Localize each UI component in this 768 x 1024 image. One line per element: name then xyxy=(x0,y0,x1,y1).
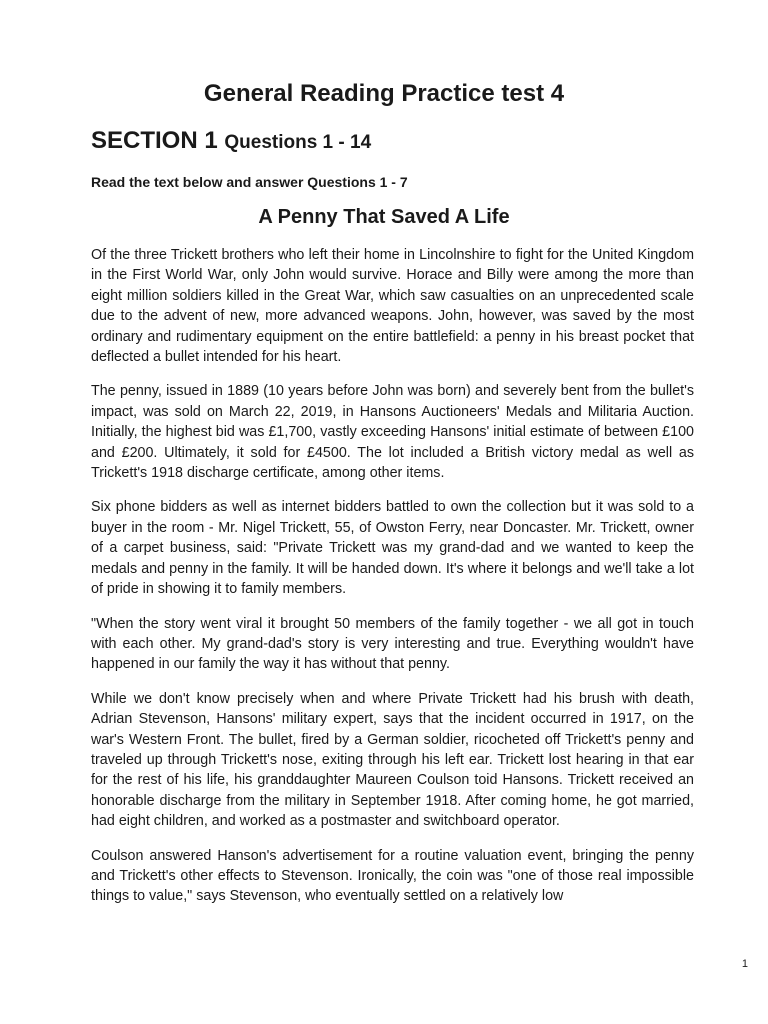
section-label: SECTION 1 xyxy=(91,127,218,154)
instruction-text: Read the text below and answer Questions 1 - 7 xyxy=(91,174,408,190)
article-title: A Penny That Saved A Life xyxy=(258,206,510,228)
document-title: General Reading Practice test 4 xyxy=(203,80,565,107)
section-questions: Questions 1 - 14 xyxy=(224,132,372,153)
paragraph: Coulson answered Hanson's advertisement for a routine valuation event, bringing the penny and Trickett's other effects to Stevenson. Ironically, the coin was "one of those real impossible things to value," says Stevenson, who eventually settled on a relatively low xyxy=(91,847,694,905)
page-number: 1 xyxy=(741,958,748,970)
paragraph: Of the three Trickett brothers who left their home in Lincolnshire to fight for the United Kingdom in the First World War, only John would survive. Horace and Billy were among the more than eight million soldiers killed in the Great War, which saw casualties on an unprecedented scale due to the advent of new, more advanced weapons. John, however, was saved by the most ordinary and rudimentary equipment on the entire battlefield: a penny in his breast pocket that deflected a bullet intended for his heart. xyxy=(91,247,694,366)
section-heading xyxy=(91,124,371,160)
paragraph: The penny, issued in 1889 (10 years before John was born) and severely bent from the bullet's impact, was sold on March 22, 2019, in Hansons Auctioneers' Medals and Militaria Auction. Initially, the highest bid was £1,700, vastly exceeding Hansons' initial estimate of between £100 and £200. Ultimately, it sold for £4500. The lot included a British victory medal as well as Trickett's 1918 discharge certificate, among other items. xyxy=(91,383,694,482)
paragraph: Six phone bidders as well as internet bidders battled to own the collection but it was sold to a buyer in the room - Mr. Nigel Trickett, 55, of Owston Ferry, near Doncaster. Mr. Trickett, owner of a carpet business, said: "Private Trickett was my grand-dad and we wanted to keep the medals and penny in the family. It will be handed down. It's where it belongs and we'll take a lot of pride in showing it to family members. xyxy=(91,499,694,598)
paragraph: While we don't know precisely when and where Private Trickett had his brush with death, Adrian Stevenson, Hansons' military expert, says that the incident occurred in 1917, on the war's Western Front. The bullet, fired by a German soldier, ricocheted off Trickett's penny and traveled up through Trickett's nose, exiting through his left ear. Trickett lost hearing in that ear for the rest of his life, his granddaughter Maureen Coulson toid Hansons. Trickett received an honorable discharge from the military in September 1918. After coming home, he got married, had eight children, and worked as a postmaster and switchboard operator. xyxy=(91,690,694,830)
article-body xyxy=(91,245,694,921)
paragraph: "When the story went viral it brought 50 members of the family together - we all got in touch with each other. My grand-dad's story is very interesting and true. Everything wouldn't have happened in our family the way it has without that penny. xyxy=(91,615,694,673)
